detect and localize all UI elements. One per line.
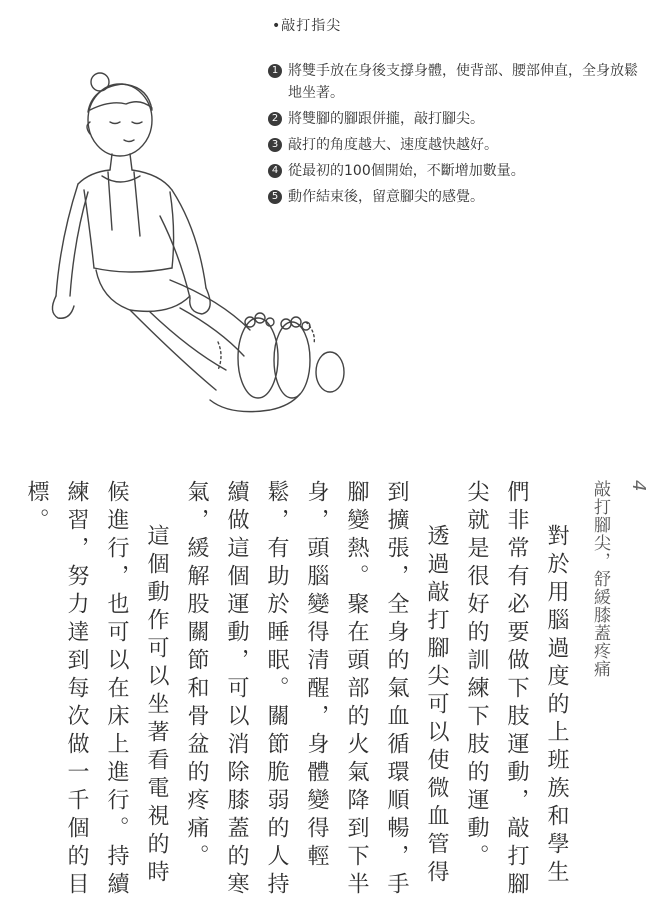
step-number-badge: 4	[268, 164, 282, 178]
step-number-badge: 3	[268, 138, 282, 152]
chapter-heading	[590, 480, 648, 900]
step-number-badge: 5	[268, 190, 282, 204]
paragraph: 透過敲打腳尖可以使微血管得到擴張，全身的氣血循環順暢，手腳變熱。聚在頭部的火氣降到下半身，頭腦變得清醒，身體變得輕鬆，有助於睡眠。關節脆弱的人持續做這個運動，可以消除膝蓋的寒氣，緩解股關節和骨盆的疼痛。	[184, 480, 449, 900]
paragraph: 對於用腦過度的上班族和學生們非常有必要做下肢運動，敲打腳尖就是很好的訓練下肢的運動。	[464, 480, 569, 900]
step-text: 敲打的角度越大、速度越快越好。	[288, 137, 498, 153]
step-text: 動作結束後，留意腳尖的感覺。	[288, 189, 484, 205]
article-body	[24, 480, 649, 900]
bullet-icon: •	[272, 18, 282, 34]
step-number-badge: 2	[268, 112, 282, 126]
chapter-title: 敲打腳尖，舒緩膝蓋疼痛	[590, 480, 610, 678]
step-text: 從最初的100個開始，不斷增加數量。	[288, 163, 525, 179]
paragraph: 這個動作可以坐著看電視的時候進行，也可以在床上進行。持續練習，努力達到每次做一千個的目標。	[24, 480, 169, 900]
section-header	[272, 15, 341, 35]
step-text: 將雙腳的腳跟併攏，敲打腳尖。	[288, 111, 484, 127]
step-number-badge: 1	[268, 64, 282, 78]
step-text: 將雙手放在身後支撐身體，使背部、腰部伸直，全身放鬆地坐著。	[288, 63, 638, 101]
section-title: 敲打指尖	[281, 18, 342, 34]
seated-woman-illustration	[30, 60, 370, 440]
chapter-number: 4	[628, 480, 649, 493]
